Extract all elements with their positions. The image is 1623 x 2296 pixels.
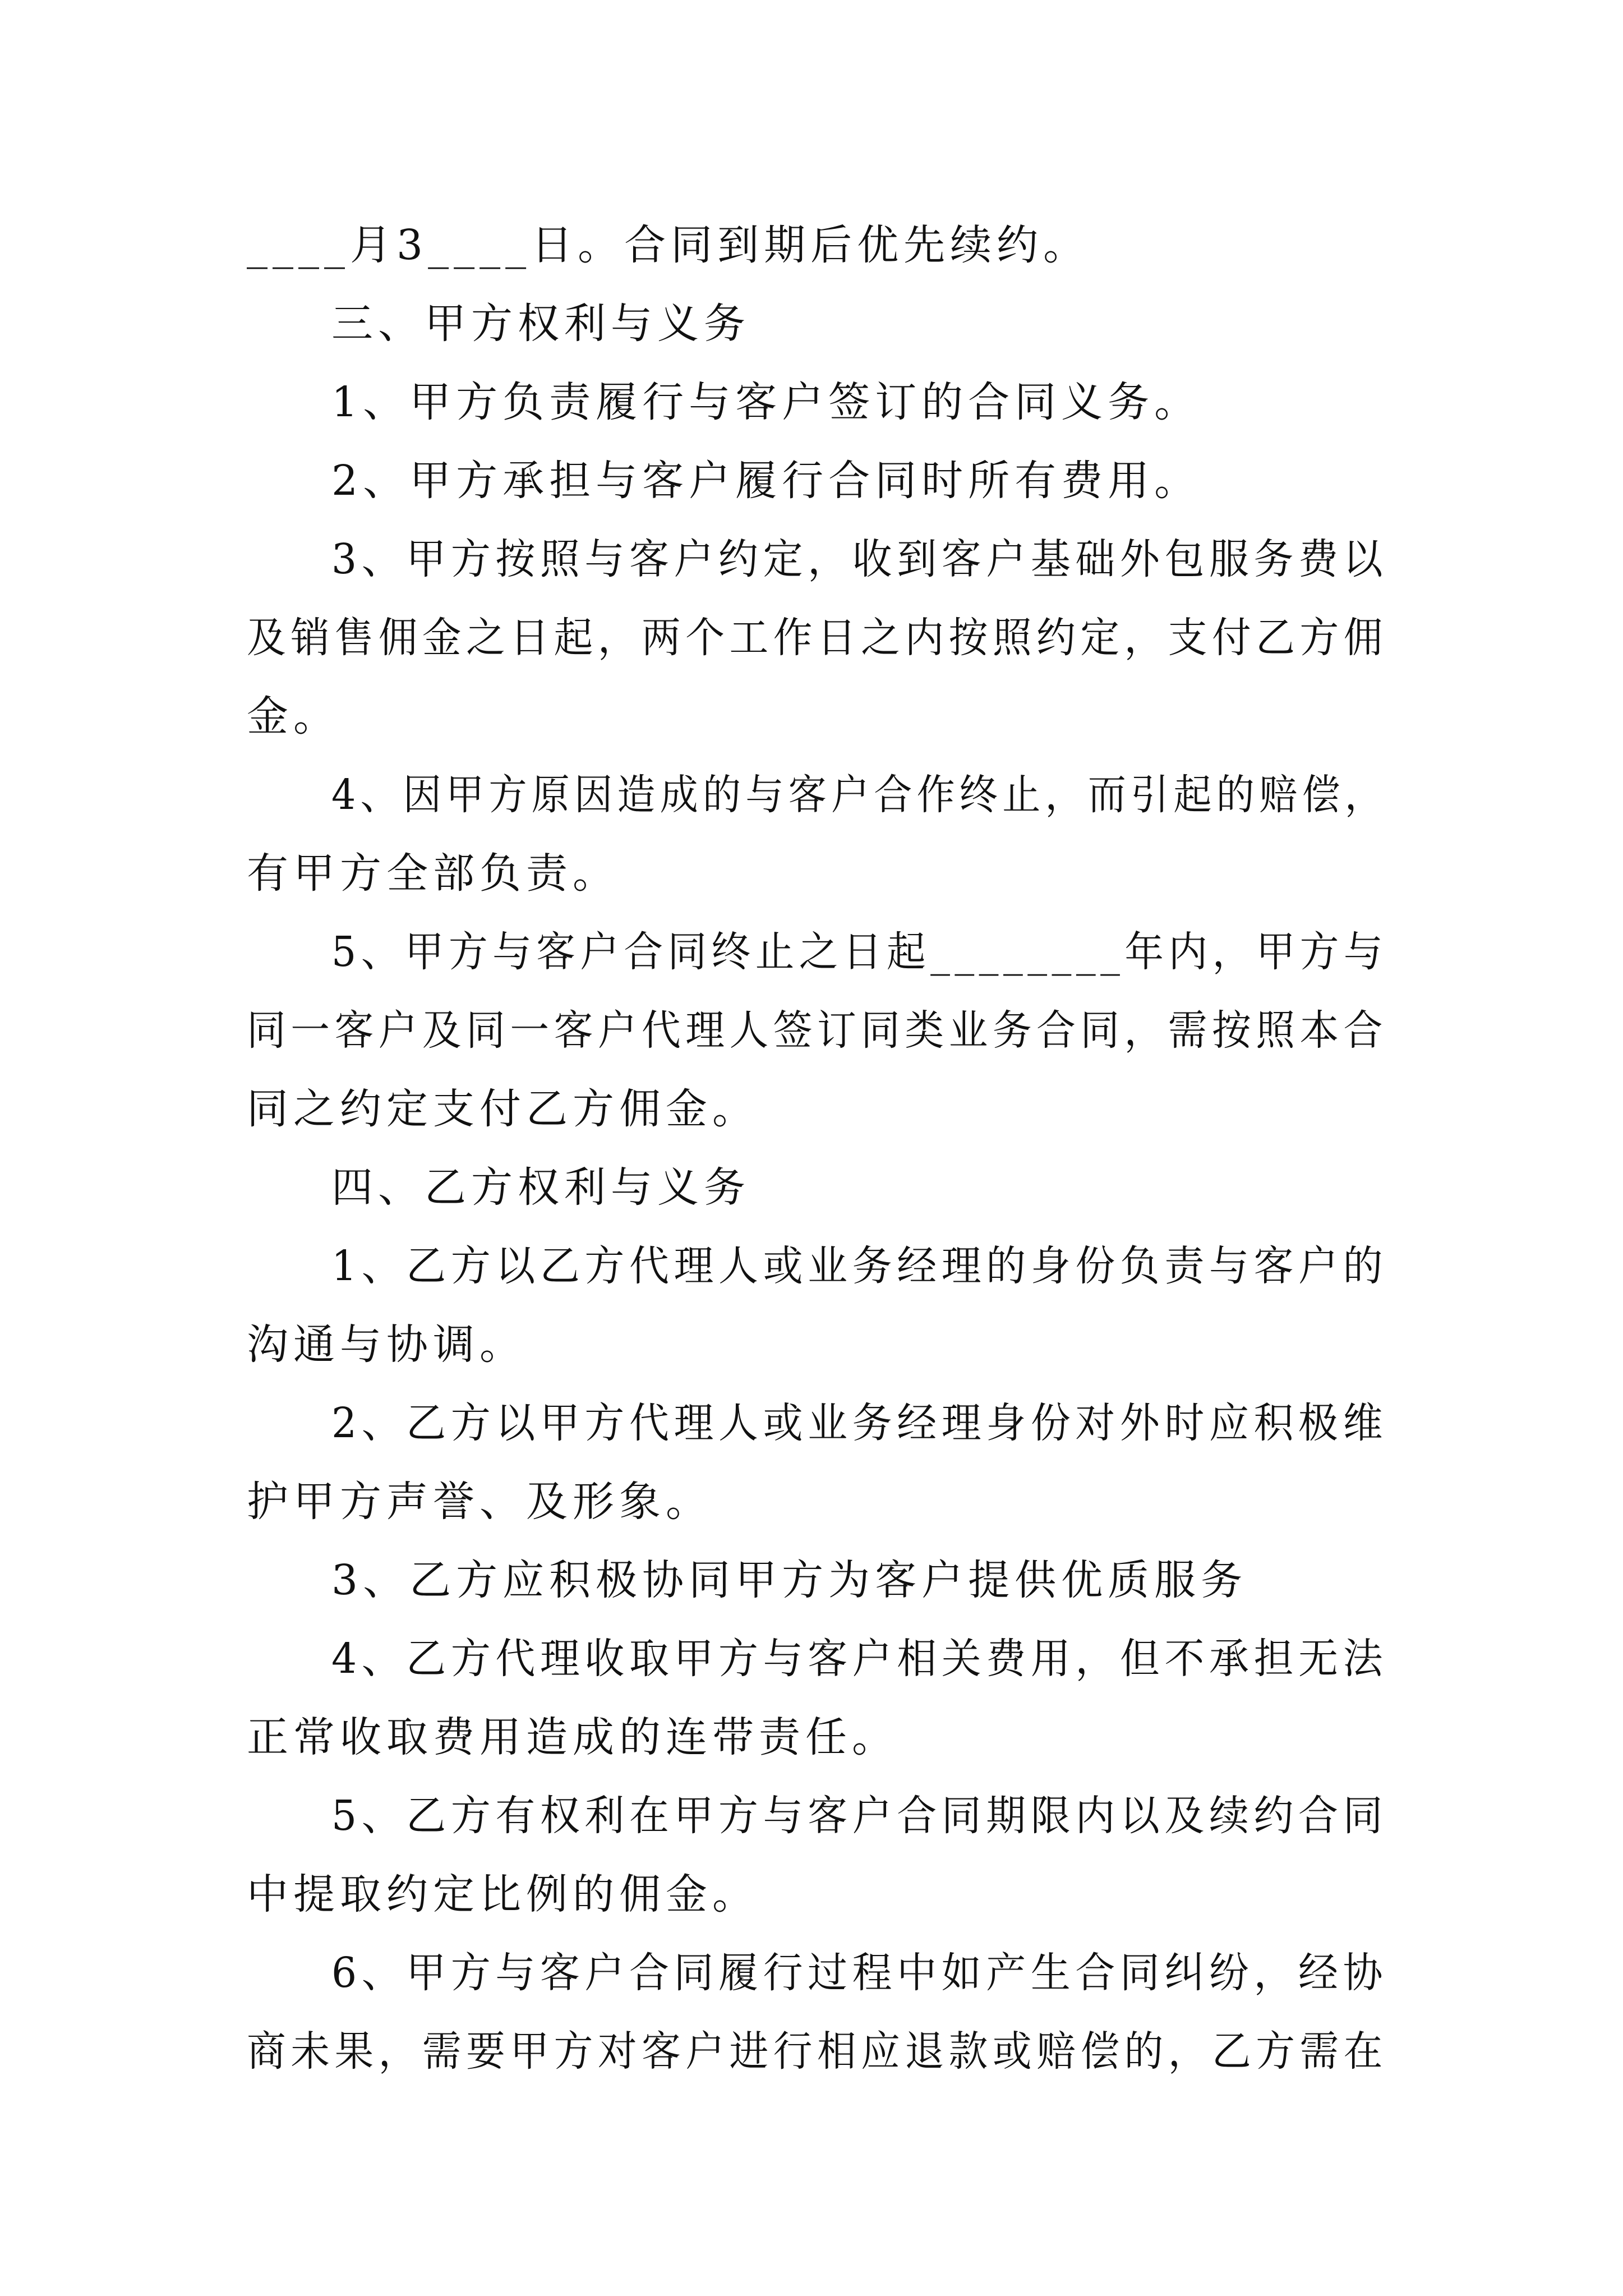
- text-line: 2、乙方以甲方代理人或业务经理身份对外时应积极维: [331, 1399, 1388, 1447]
- text-line: 5、甲方与客户合同终止之日起________年内，甲方与: [331, 928, 1388, 976]
- text-line: 3、甲方按照与客户约定，收到客户基础外包服务费以: [331, 535, 1388, 583]
- text-line: 4、因甲方原因造成的与客户合作终止，而引起的赔偿，: [331, 771, 1388, 819]
- text-line: 1、乙方以乙方代理人或业务经理的身份负责与客户的: [331, 1242, 1388, 1290]
- text-line: 金。: [247, 692, 340, 740]
- text-line: ____月3____日。合同到期后优先续约。: [247, 221, 1090, 269]
- text-line: 6、甲方与客户合同履行过程中如产生合同纠纷，经协: [331, 1949, 1388, 1997]
- text-line: 护甲方声誉、及形象。: [247, 1478, 712, 1526]
- text-line: 同一客户及同一客户代理人签订同类业务合同，需按照本合: [247, 1006, 1387, 1055]
- section-heading: 四、乙方权利与义务: [331, 1163, 750, 1212]
- text-line: 2、甲方承担与客户履行合同时所有费用。: [331, 457, 1201, 505]
- text-line: 正常收取费用造成的连带责任。: [247, 1713, 898, 1761]
- text-line: 1、甲方负责履行与客户签订的合同义务。: [331, 378, 1201, 426]
- text-line: 及销售佣金之日起，两个工作日之内按照约定，支付乙方佣: [247, 614, 1387, 662]
- text-line: 5、乙方有权利在甲方与客户合同期限内以及续约合同: [331, 1792, 1388, 1840]
- text-line: 4、乙方代理收取甲方与客户相关费用，但不承担无法: [331, 1635, 1388, 1683]
- section-heading: 三、甲方权利与义务: [331, 300, 750, 348]
- text-line: 中提取约定比例的佣金。: [247, 1870, 759, 1918]
- text-line: 3、乙方应积极协同甲方为客户提供优质服务: [331, 1556, 1248, 1604]
- text-line: 有甲方全部负责。: [247, 849, 619, 898]
- text-line: 商未果，需要甲方对客户进行相应退款或赔偿的，乙方需在: [247, 2027, 1387, 2076]
- text-line: 沟通与协调。: [247, 1320, 526, 1369]
- text-line: 同之约定支付乙方佣金。: [247, 1085, 759, 1133]
